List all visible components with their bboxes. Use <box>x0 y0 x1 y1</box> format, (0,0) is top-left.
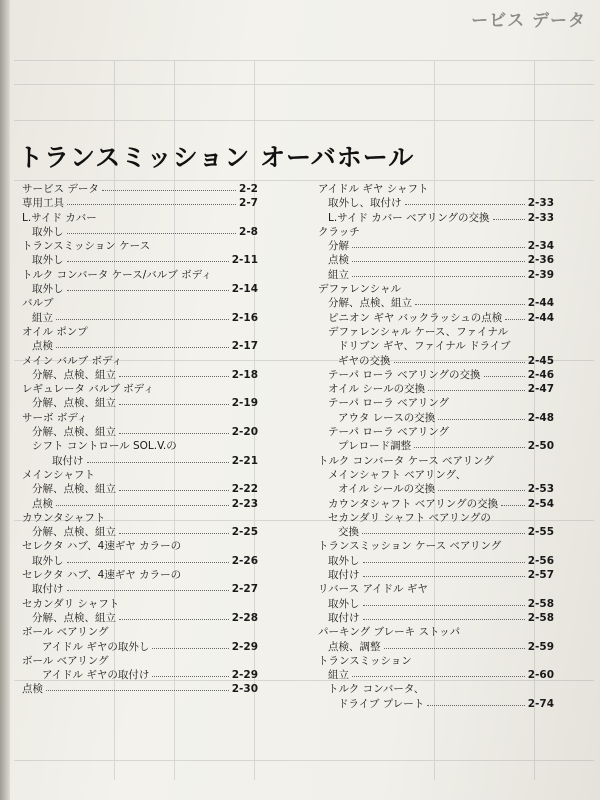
running-header: ービス データ <box>471 11 586 31</box>
toc-entry-page: 2-39 <box>527 268 554 281</box>
toc-entry-page: 2-27 <box>231 583 258 596</box>
toc-entry-label: 取外し、取付け <box>328 197 402 210</box>
toc-entry <box>318 368 554 382</box>
dot-leader <box>67 562 229 563</box>
toc-entry-page: 2-16 <box>231 311 258 324</box>
toc-entry-label: 分解、点検、組立 <box>32 611 116 624</box>
dot-leader <box>414 447 525 448</box>
toc-entry-page: 2-33 <box>527 197 554 210</box>
toc-entry-label: メインシャフト ベアリング、 <box>328 468 467 481</box>
toc-entry <box>318 411 554 425</box>
toc-entry <box>22 654 258 668</box>
toc-entry-label: ボール ベアリング <box>22 654 109 667</box>
toc-left-column <box>22 182 258 697</box>
dot-leader <box>352 276 525 277</box>
toc-entry <box>22 554 258 568</box>
toc-entry-page: 2-7 <box>239 197 258 210</box>
toc-entry-page: 2-44 <box>527 297 554 310</box>
toc-entry-page: 2-18 <box>231 368 258 381</box>
toc-entry <box>22 354 258 368</box>
toc-entry-label: トランスミッション ケース <box>22 240 151 253</box>
toc-entry <box>22 539 258 553</box>
toc-entry-label: トルク コンバータ ケース ベアリング <box>318 454 494 467</box>
dot-leader <box>352 261 525 262</box>
toc-entry-label: サービス データ <box>22 183 99 195</box>
toc-entry <box>22 468 258 482</box>
dot-leader <box>362 533 525 534</box>
toc-entry-page: 2-11 <box>231 254 258 267</box>
toc-entry-label: ギヤの交換 <box>338 354 391 367</box>
toc-entry-page: 2-53 <box>527 483 554 496</box>
toc-entry <box>318 296 554 310</box>
toc-entry <box>22 568 258 582</box>
toc-entry <box>22 625 258 639</box>
dot-leader <box>363 619 525 620</box>
dot-leader <box>384 648 525 649</box>
toc-entry-page: 2-23 <box>231 497 258 510</box>
toc-entry <box>318 511 554 525</box>
toc-entry <box>318 482 554 496</box>
toc-entry <box>22 211 258 225</box>
toc-entry <box>318 697 554 711</box>
toc-entry-label: サーボ ボディ <box>22 411 88 424</box>
toc-entry-label: 取付け <box>328 611 360 624</box>
toc-entry-label: オイル ポンプ <box>22 325 88 338</box>
toc-entry <box>22 668 258 682</box>
toc-entry-label: リバース アイドル ギヤ <box>318 583 428 596</box>
toc-entry <box>22 425 258 439</box>
toc-entry-page: 2-34 <box>527 240 554 253</box>
toc-entry-label: 分解、点検、組立 <box>32 368 116 381</box>
toc-entry <box>22 196 258 210</box>
toc-entry-label: 取付け <box>32 583 64 596</box>
toc-entry <box>318 354 554 368</box>
toc-entry-page: 2-29 <box>231 669 258 682</box>
toc-entry <box>318 382 554 396</box>
toc-entry <box>318 497 554 511</box>
toc-entry <box>318 568 554 582</box>
dot-leader <box>67 204 236 205</box>
toc-entry-page: 2-57 <box>527 569 554 582</box>
toc-entry-label: 取外し <box>32 254 64 267</box>
toc-entry <box>22 325 258 339</box>
dot-leader <box>438 419 525 420</box>
toc-entry <box>318 640 554 654</box>
toc-entry <box>22 597 258 611</box>
toc-entry <box>318 439 554 453</box>
toc-entry <box>22 282 258 296</box>
toc-entry <box>22 611 258 625</box>
toc-entry <box>318 554 554 568</box>
toc-entry-label: 点検 <box>32 497 53 510</box>
dot-leader <box>363 576 525 577</box>
dot-leader <box>363 605 525 606</box>
dot-leader <box>427 705 525 706</box>
toc-entry <box>318 225 554 239</box>
dot-leader <box>56 319 229 320</box>
toc-entry-label: セカンダリ シャフト ベアリングの <box>328 511 491 524</box>
dot-leader <box>394 362 525 363</box>
toc-entry-label: 取外し <box>32 225 64 238</box>
toc-entry-label: 専用工具 <box>22 197 64 210</box>
toc-entry <box>318 525 554 539</box>
toc-entry-page: 2-44 <box>527 311 554 324</box>
toc-entry <box>22 682 258 696</box>
toc-entry-label: プレロード調整 <box>338 440 412 453</box>
toc-entry-label: レギュレータ バルブ ボディ <box>22 383 154 396</box>
toc-entry-page: 2-54 <box>527 497 554 510</box>
toc-entry-label: アイドル ギヤ シャフト <box>318 183 429 195</box>
dot-leader <box>484 376 525 377</box>
toc-entry-label: 分解、点検、組立 <box>32 397 116 410</box>
toc-entry <box>318 539 554 553</box>
toc-entry-page: 2-74 <box>527 697 554 710</box>
toc-entry <box>22 396 258 410</box>
toc-entry <box>318 668 554 682</box>
toc-entry <box>318 325 554 339</box>
dot-leader <box>119 533 229 534</box>
page-title: トランスミッション オーバホール <box>18 143 415 172</box>
toc-entry-page: 2-2 <box>239 183 258 195</box>
toc-entry-label: バルブ <box>22 297 54 310</box>
toc-entry-label: 交換 <box>338 526 359 539</box>
toc-entry-page: 2-46 <box>527 368 554 381</box>
toc-entry-page: 2-55 <box>527 526 554 539</box>
toc-entry-label: 組立 <box>328 669 349 682</box>
toc-entry <box>318 597 554 611</box>
toc-entry-label: 分解、点検、組立 <box>32 483 116 496</box>
dot-leader <box>102 190 236 191</box>
toc-right-column <box>318 182 554 711</box>
dot-leader <box>428 390 525 391</box>
toc-entry-label: 点検、調整 <box>328 640 381 653</box>
toc-entry-label: 取外し <box>32 554 64 567</box>
toc-entry <box>22 454 258 468</box>
toc-entry-page: 2-48 <box>527 411 554 424</box>
toc-entry <box>22 253 258 267</box>
dot-leader <box>56 347 229 348</box>
toc-entry <box>22 497 258 511</box>
toc-entry <box>22 311 258 325</box>
toc-entry-label: L.サイド カバー ベアリングの交換 <box>328 211 490 224</box>
dot-leader <box>352 247 525 248</box>
toc-entry-label: 組立 <box>328 268 349 281</box>
dot-leader <box>152 648 229 649</box>
dot-leader <box>352 676 525 677</box>
toc-entry-label: 分解、点検、組立 <box>328 297 412 310</box>
dot-leader <box>415 304 525 305</box>
dot-leader <box>119 619 229 620</box>
toc-entry <box>318 182 554 196</box>
toc-entry-label: アウタ レースの交換 <box>338 411 436 424</box>
toc-entry-label: デファレンシャル <box>318 283 402 296</box>
toc-entry <box>318 239 554 253</box>
toc-entry-page: 2-47 <box>527 383 554 396</box>
toc-entry-page: 2-22 <box>231 483 258 496</box>
toc-entry-label: 取外し <box>328 597 360 610</box>
toc-entry-label: メインシャフト <box>22 468 95 481</box>
toc-entry <box>318 468 554 482</box>
toc-entry-label: オイル シールの交換 <box>338 483 436 496</box>
dot-leader <box>493 219 525 220</box>
toc-entry-label: 点検 <box>328 254 349 267</box>
toc-entry-label: テーパ ローラ ベアリングの交換 <box>328 368 481 381</box>
toc-entry-page: 2-30 <box>231 683 258 696</box>
toc-entry <box>22 525 258 539</box>
toc-entry-label: カウンタシャフト ベアリングの交換 <box>328 497 499 510</box>
toc-entry <box>318 654 554 668</box>
toc-entry <box>318 425 554 439</box>
toc-entry-label: デファレンシャル ケース、ファイナル <box>328 325 508 338</box>
toc-entry-label: 点検 <box>32 340 53 353</box>
dot-leader <box>67 290 229 291</box>
toc-entry-page: 2-26 <box>231 554 258 567</box>
toc-entry <box>318 454 554 468</box>
toc-entry-page: 2-20 <box>231 426 258 439</box>
toc-entry-label: アイドル ギヤの取付け <box>42 669 150 682</box>
toc-entry-page: 2-33 <box>527 211 554 224</box>
toc-entry-page: 2-17 <box>231 340 258 353</box>
toc-entry-label: クラッチ <box>318 225 360 238</box>
dot-leader <box>119 433 229 434</box>
toc-entry-label: パーキング ブレーキ ストッパ <box>318 626 461 639</box>
toc-entry <box>318 282 554 296</box>
toc-entry-label: メイン バルブ ボディ <box>22 354 123 367</box>
toc-entry <box>22 339 258 353</box>
toc-entry-page: 2-21 <box>231 454 258 467</box>
toc-entry <box>318 582 554 596</box>
toc-entry-page: 2-59 <box>527 640 554 653</box>
toc-entry-label: トランスミッション <box>318 654 412 667</box>
toc-entry-label: トランスミッション ケース ベアリング <box>318 540 502 553</box>
toc-entry-page: 2-58 <box>527 597 554 610</box>
toc-entry <box>22 182 258 196</box>
dot-leader <box>119 490 229 491</box>
dot-leader <box>501 505 525 506</box>
toc-entry-label: ドリブン ギヤ、ファイナル ドライブ <box>338 340 511 353</box>
toc-entry <box>318 196 554 210</box>
toc-entry <box>22 368 258 382</box>
toc-entry <box>22 225 258 239</box>
toc-entry-label: ドライブ プレート <box>338 697 425 710</box>
toc-entry-label: トルク コンバータ、 <box>328 683 425 696</box>
toc-entry <box>318 396 554 410</box>
dot-leader <box>119 376 229 377</box>
toc-entry <box>318 211 554 225</box>
toc-entry <box>318 311 554 325</box>
toc-entry-label: 取付け <box>52 454 84 467</box>
dot-leader <box>438 490 525 491</box>
toc-entry-page: 2-19 <box>231 397 258 410</box>
toc-entry-label: カウンタシャフト <box>22 511 106 524</box>
binding-edge <box>0 0 10 800</box>
toc-entry-page: 2-45 <box>527 354 554 367</box>
toc-entry-label: 組立 <box>32 311 53 324</box>
toc-entry <box>22 511 258 525</box>
dot-leader <box>46 690 229 691</box>
toc-entry-label: テーパ ローラ ベアリング <box>328 426 450 439</box>
toc-entry <box>318 339 554 353</box>
toc-entry-page: 2-58 <box>527 611 554 624</box>
dot-leader <box>119 404 229 405</box>
toc-entry <box>318 625 554 639</box>
toc-entry-label: 分解 <box>328 240 349 253</box>
dot-leader <box>56 505 229 506</box>
toc-entry-label: 取外し <box>328 554 360 567</box>
toc-entry <box>22 582 258 596</box>
toc-entry <box>318 268 554 282</box>
dot-leader <box>67 590 229 591</box>
dot-leader <box>505 319 525 320</box>
toc-entry-label: アイドル ギヤの取外し <box>42 640 150 653</box>
toc-entry-page: 2-25 <box>231 526 258 539</box>
toc-entry-label: セカンダリ シャフト <box>22 597 120 610</box>
toc-entry-label: 取外し <box>32 283 64 296</box>
toc-entry <box>22 382 258 396</box>
toc-entry-label: テーパ ローラ ベアリング <box>328 397 450 410</box>
toc-entry-page: 2-8 <box>239 225 258 238</box>
toc-entry <box>22 439 258 453</box>
toc-entry <box>22 268 258 282</box>
toc-entry-page: 2-14 <box>231 283 258 296</box>
toc-entry <box>22 296 258 310</box>
toc-entry-label: ピニオン ギヤ バックラッシュの点検 <box>328 311 503 324</box>
toc-entry-page: 2-50 <box>527 440 554 453</box>
dot-leader <box>67 261 229 262</box>
toc-entry-label: 取付け <box>328 569 360 582</box>
toc-entry-label: ボール ベアリング <box>22 626 109 639</box>
toc-entry-label: トルク コンバータ ケース/バルブ ボディ <box>22 268 212 281</box>
toc-entry <box>318 611 554 625</box>
toc-entry-label: 分解、点検、組立 <box>32 526 116 539</box>
toc-entry <box>22 482 258 496</box>
toc-entry-page: 2-29 <box>231 640 258 653</box>
toc-entry-label: 点検 <box>22 683 43 696</box>
toc-entry <box>22 411 258 425</box>
toc-entry-page: 2-28 <box>231 611 258 624</box>
toc-entry-label: 分解、点検、組立 <box>32 426 116 439</box>
toc-entry-label: シフト コントロール SOL.V.の <box>32 440 177 453</box>
toc-entry-page: 2-60 <box>527 669 554 682</box>
toc-entry-page: 2-36 <box>527 254 554 267</box>
dot-leader <box>67 233 236 234</box>
toc-entry <box>318 253 554 267</box>
toc-entry-label: オイル シールの交換 <box>328 383 426 396</box>
toc-entry-label: L.サイド カバー <box>22 211 97 224</box>
toc-entry-label: セレクタ ハブ、4速ギヤ カラーの <box>22 540 182 553</box>
dot-leader <box>152 676 229 677</box>
toc-entry <box>318 682 554 696</box>
toc-entry-page: 2-56 <box>527 554 554 567</box>
dot-leader <box>87 462 229 463</box>
toc-entry <box>22 640 258 654</box>
dot-leader <box>405 204 525 205</box>
toc-entry-label: セレクタ ハブ、4速ギヤ カラーの <box>22 569 182 582</box>
toc-entry <box>22 239 258 253</box>
dot-leader <box>363 562 525 563</box>
